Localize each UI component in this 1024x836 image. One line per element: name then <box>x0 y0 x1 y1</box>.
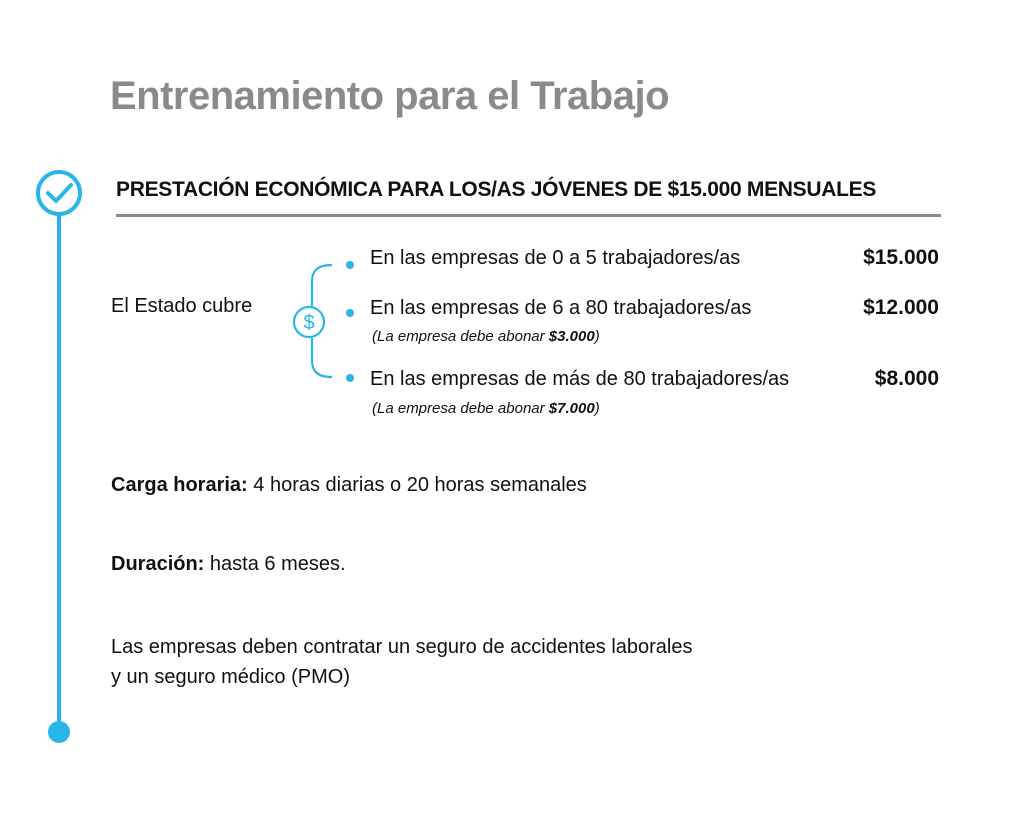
check-circle-icon <box>34 168 84 218</box>
svg-text:$: $ <box>303 312 315 334</box>
timeline-end-dot <box>48 721 70 743</box>
item-text-2: En las empresas de 6 a 80 trabajadores/as <box>370 297 752 319</box>
timeline-line <box>57 214 61 728</box>
bullet-3 <box>346 374 354 382</box>
item-amount-3: $8.000 <box>874 367 939 390</box>
dollar-brace-icon <box>288 262 338 380</box>
item-amount-2: $12.000 <box>863 296 939 319</box>
bullet-2 <box>346 309 354 317</box>
item-note-2: (La empresa debe abonar $3.000) <box>372 328 600 345</box>
seguro-line-2: y un seguro médico (PMO) <box>111 666 350 688</box>
item-text-3: En las empresas de más de 80 trabajadores/as <box>370 368 790 390</box>
section-heading: PRESTACIÓN ECONÓMICA PARA LOS/AS JÓVENES DE $15.000 MENSUALES <box>116 178 877 201</box>
seguro-line-1: Las empresas deben contratar un seguro de accidentes laborales <box>111 636 693 658</box>
bullet-1 <box>346 261 354 269</box>
duracion: Duración: hasta 6 meses. <box>111 553 346 575</box>
item-amount-1: $15.000 <box>863 246 939 269</box>
item-text-1: En las empresas de 0 a 5 trabajadores/as <box>370 247 741 269</box>
heading-divider <box>116 214 941 217</box>
carga-horaria: Carga horaria: 4 horas diarias o 20 horas semanales <box>111 474 587 496</box>
page-title: Entrenamiento para el Trabajo <box>110 74 669 118</box>
estado-label: El Estado cubre <box>111 295 253 317</box>
item-note-3: (La empresa debe abonar $7.000) <box>372 400 600 417</box>
